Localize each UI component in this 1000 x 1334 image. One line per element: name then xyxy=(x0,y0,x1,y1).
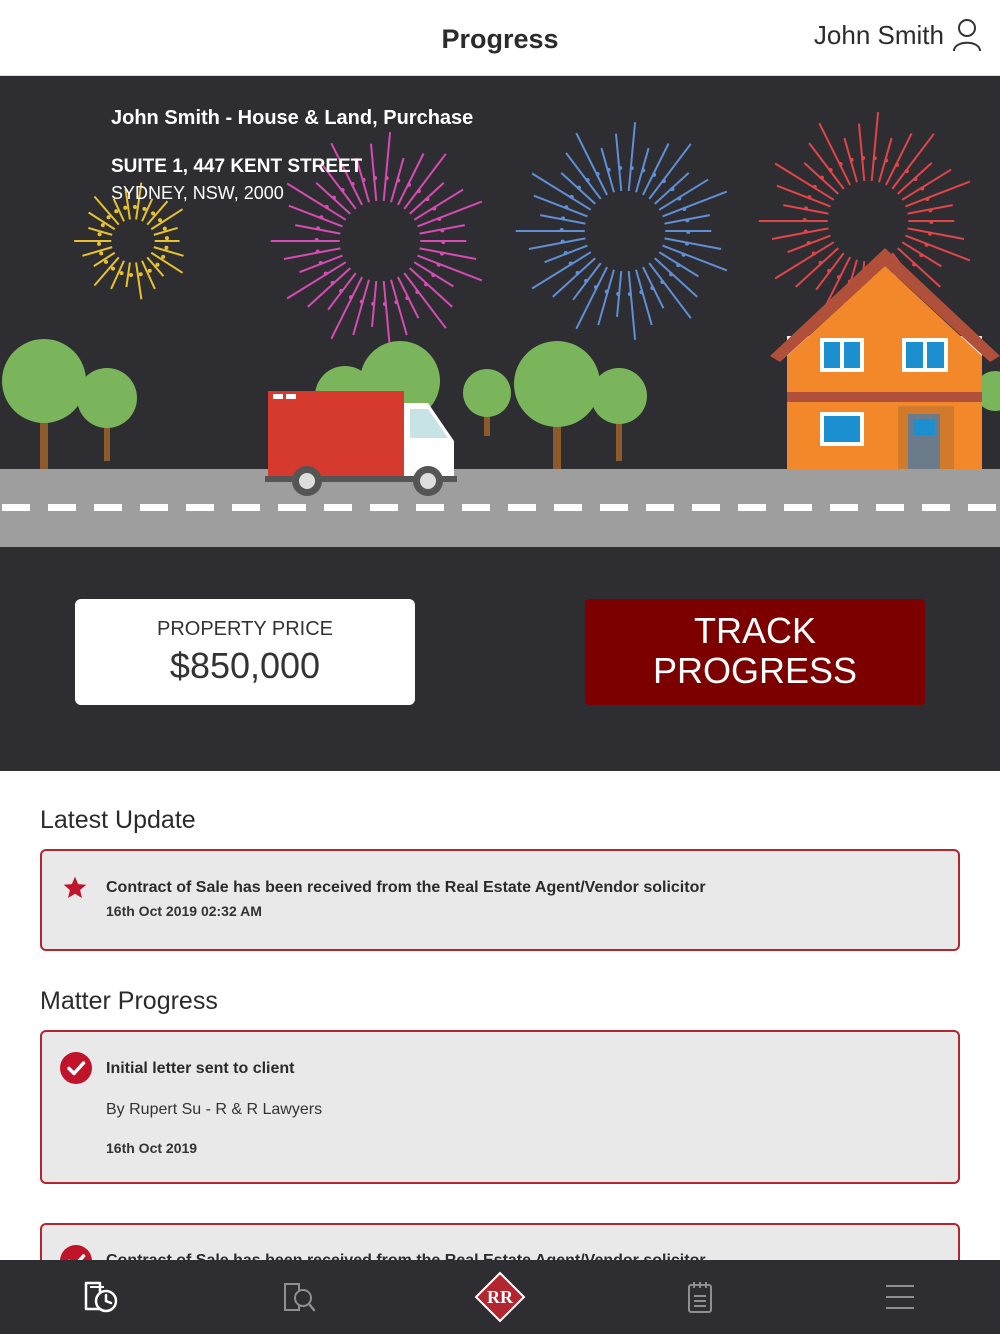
firework-spark xyxy=(663,192,727,217)
road-dash xyxy=(278,504,306,511)
menu-icon xyxy=(885,1283,915,1311)
firework-spark xyxy=(410,183,444,214)
latest-update-heading: Latest Update xyxy=(40,806,196,834)
tab-home-logo[interactable] xyxy=(460,1260,540,1334)
firework-spark xyxy=(545,246,588,263)
bottom-tab-bar xyxy=(0,1260,1000,1334)
firework-spark xyxy=(816,253,844,290)
firework-spark xyxy=(788,236,831,253)
firework-spark xyxy=(529,238,586,249)
road-dash xyxy=(186,504,214,511)
rr-logo-icon xyxy=(474,1271,526,1323)
property-price-value: $850,000 xyxy=(169,645,321,686)
firework-spark xyxy=(665,238,722,249)
firework-spark xyxy=(663,246,727,271)
tab-documents[interactable] xyxy=(260,1260,340,1334)
firework-spark xyxy=(420,225,465,233)
tab-notes[interactable] xyxy=(660,1260,740,1334)
check-circle-icon xyxy=(60,1052,92,1084)
firework-spark xyxy=(908,228,965,239)
track-button-line1: TRACK xyxy=(693,610,816,651)
firework-spark xyxy=(906,236,970,261)
progress-item-date: 16th Oct 2019 xyxy=(106,1140,198,1156)
firework-spark xyxy=(906,182,970,207)
firework-dot xyxy=(98,232,102,236)
firework-spark xyxy=(804,163,838,194)
firework-spark xyxy=(154,247,184,256)
latest-update-card[interactable] xyxy=(40,849,960,951)
road-dash xyxy=(876,504,904,511)
firework-spark xyxy=(284,248,341,259)
firework-spark xyxy=(616,134,621,191)
truck-illustration xyxy=(265,391,457,496)
top-header xyxy=(0,0,1000,76)
firework-dot xyxy=(163,227,167,231)
firework-dot xyxy=(120,271,124,275)
firework-spark xyxy=(384,281,390,350)
firework-spark xyxy=(289,206,343,227)
firework-dot xyxy=(441,240,445,244)
road-dash xyxy=(462,504,490,511)
user-profile-button[interactable] xyxy=(814,18,982,52)
road-dash xyxy=(968,504,996,511)
firework-dot xyxy=(148,269,152,273)
firework-spark xyxy=(316,183,350,214)
firework-spark xyxy=(384,132,390,201)
progress-clock-icon xyxy=(80,1279,120,1315)
firework-dot xyxy=(114,209,118,213)
page-title: Progress xyxy=(441,24,559,54)
firework-spark xyxy=(777,186,831,207)
tab-menu[interactable] xyxy=(860,1260,940,1334)
progress-item-card[interactable] xyxy=(40,1030,960,1184)
property-price-card xyxy=(75,599,415,705)
firework-spark xyxy=(908,205,953,213)
road-dash xyxy=(508,504,536,511)
firework-spark xyxy=(534,196,588,217)
road-dash xyxy=(692,504,720,511)
firework-spark xyxy=(151,209,182,229)
road-dash xyxy=(324,504,352,511)
firework-spark xyxy=(136,262,141,299)
tab-progress[interactable] xyxy=(60,1260,140,1334)
firework-dot xyxy=(99,251,103,255)
firework-dot xyxy=(123,206,127,210)
road-dash xyxy=(94,504,122,511)
firework-spark xyxy=(659,180,708,210)
road-dash xyxy=(232,504,260,511)
address-line2: SYDNEY, NSW, 2000 xyxy=(111,183,284,203)
firework-spark xyxy=(629,122,635,191)
firework-dot xyxy=(686,230,690,234)
house-illustration xyxy=(770,248,1000,469)
road-dash xyxy=(140,504,168,511)
firework-spark xyxy=(418,202,482,227)
firework-spark xyxy=(151,253,182,273)
firework-spark xyxy=(665,215,710,223)
road-dash xyxy=(554,504,582,511)
matter-title: John Smith - House & Land, Purchase xyxy=(111,107,474,129)
user-icon xyxy=(952,18,982,52)
firework-dot xyxy=(133,205,137,209)
road-dash xyxy=(600,504,628,511)
firework-dot xyxy=(97,242,101,246)
firework-spark xyxy=(898,163,932,194)
firework-spark xyxy=(328,273,356,310)
firework-dot xyxy=(142,207,146,211)
road-dash xyxy=(370,504,398,511)
firework-spark xyxy=(783,205,828,213)
matter-progress-heading: Matter Progress xyxy=(40,987,218,1015)
firework-spark xyxy=(540,215,585,223)
rr-logo-text: RR xyxy=(487,1287,513,1307)
firework-spark xyxy=(772,228,829,239)
track-progress-button[interactable] xyxy=(585,599,925,705)
latest-update-timestamp: 16th Oct 2019 02:32 AM xyxy=(106,903,262,919)
firework-spark xyxy=(147,257,163,276)
user-name: John Smith xyxy=(813,19,944,50)
road-dash xyxy=(48,504,76,511)
firework-spark xyxy=(82,247,112,256)
progress-item-author: By Rupert Su - R & R Lawyers xyxy=(106,1101,323,1118)
star-icon xyxy=(62,875,88,901)
firework-dot xyxy=(129,273,133,277)
firework-spark xyxy=(414,262,453,286)
progress-item-title: Initial letter sent to client xyxy=(106,1060,295,1077)
firework-spark xyxy=(872,112,878,181)
property-price-label: PROPERTY PRICE xyxy=(157,618,333,640)
firework-spark xyxy=(902,170,951,200)
firework-spark xyxy=(420,248,477,259)
clipboard-icon xyxy=(687,1280,713,1314)
road-dash xyxy=(922,504,950,511)
firework-spark xyxy=(371,144,376,201)
firework-spark xyxy=(94,253,115,266)
road-dash xyxy=(2,504,30,511)
document-search-icon xyxy=(281,1280,319,1314)
hero-banner xyxy=(0,76,1000,771)
road-dash xyxy=(738,504,766,511)
firework-spark xyxy=(655,173,689,204)
firework-dot xyxy=(139,272,143,276)
firework-dot xyxy=(165,236,169,240)
firework-spark xyxy=(295,225,340,233)
firework-dot xyxy=(929,220,933,224)
firework-spark xyxy=(573,263,601,300)
road-dash xyxy=(830,504,858,511)
latest-update-text: Contract of Sale has been received from the Real Estate Agent/Vendor solicitor xyxy=(106,879,706,896)
road-dash xyxy=(784,504,812,511)
firework-spark xyxy=(561,173,595,204)
road-dash xyxy=(416,504,444,511)
address-line1: SUITE 1, 447 KENT STREET xyxy=(111,156,363,177)
firework-spark xyxy=(902,242,941,266)
firework-blue xyxy=(516,122,727,340)
firework-spark xyxy=(414,190,463,220)
firework-spark xyxy=(300,256,343,273)
firework-dot xyxy=(164,246,168,250)
road-dash xyxy=(646,504,674,511)
firework-spark xyxy=(418,256,482,281)
firework-spark xyxy=(659,252,698,276)
firework-spark xyxy=(859,124,864,181)
firework-spark xyxy=(629,271,635,340)
track-button-line2: PROGRESS xyxy=(652,650,858,691)
